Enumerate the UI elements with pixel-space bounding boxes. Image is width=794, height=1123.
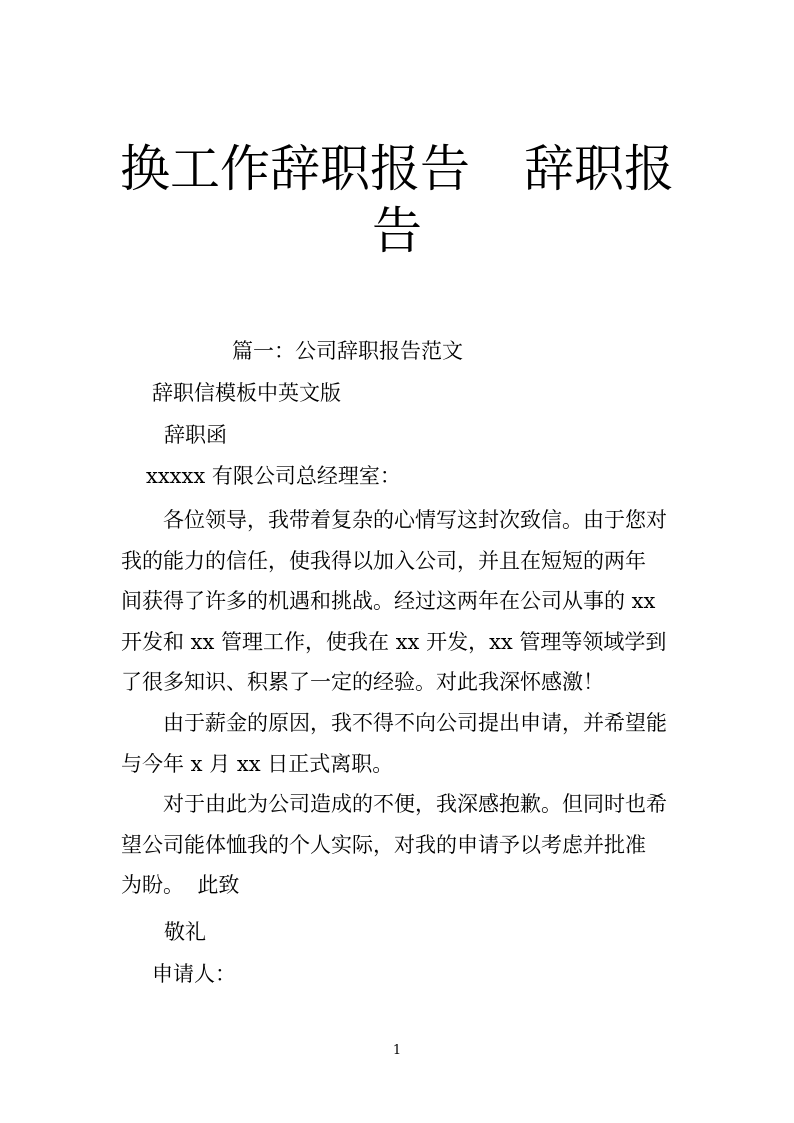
paragraph-1 <box>121 500 681 703</box>
paragraph-1-line: 间获得了许多的机遇和挑战。经过这两年在公司从事的 xx <box>121 589 656 614</box>
title-part2: 辞职报 <box>524 140 674 198</box>
section-heading: 篇一：公司辞职报告范文 <box>232 339 463 363</box>
page-number: 1 <box>392 1043 402 1058</box>
document-title <box>0 138 794 262</box>
title-part1: 换工作辞职报告 <box>120 140 470 198</box>
subtitle: 辞职信模板中英文版 <box>152 381 341 405</box>
paragraph-2 <box>121 703 681 784</box>
paragraph-3-line: 望公司能体恤我的个人实际，对我的申请予以考虑并批准 <box>121 832 646 857</box>
paragraph-1-line: 开发和 xx 管理工作，使我在 xx 开发，xx 管理等领域学到 <box>121 629 667 654</box>
paragraph-3 <box>121 784 681 906</box>
paragraph-2-line: 与今年 x 月 xx 日正式离职。 <box>121 751 394 776</box>
paragraph-2-line: 由于薪金的原因，我不得不向公司提出申请，并希望能 <box>163 711 667 735</box>
paragraph-3-line: 对于由此为公司造成的不便，我深感抱歉。但同时也希 <box>163 792 667 816</box>
paragraph-1-line: 各位领导，我带着复杂的心情写这封次致信。由于您对 <box>163 508 667 532</box>
title-part3: 告 <box>372 202 422 260</box>
applicant: 申请人： <box>152 962 236 986</box>
paragraph-3-line: 为盼。 此致 <box>121 873 240 898</box>
letter-heading: 辞职函 <box>164 423 227 447</box>
paragraph-1-line: 了很多知识、积累了一定的经验。对此我深怀感激！ <box>121 670 604 695</box>
addressee: xxxxx 有限公司总经理室： <box>146 464 401 488</box>
paragraph-1-line: 我的能力的信任，使我得以加入公司，并且在短短的两年 <box>121 548 646 573</box>
closing: 敬礼 <box>164 920 206 944</box>
